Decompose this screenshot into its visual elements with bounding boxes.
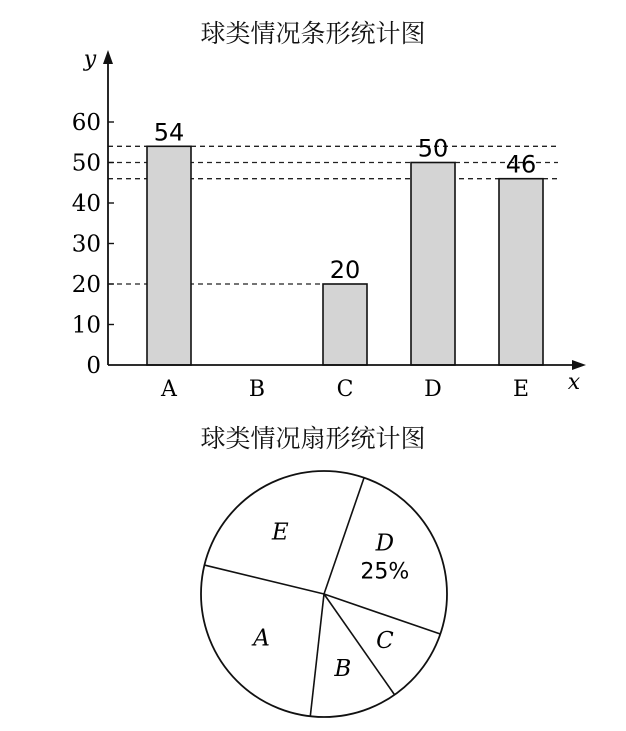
y-tick-label-0: 0	[86, 353, 101, 379]
bar-C	[323, 284, 367, 365]
y-tick-label-10: 10	[71, 312, 101, 339]
y-tick-label-40: 40	[71, 191, 101, 217]
y-tick-label-30: 30	[71, 231, 101, 258]
bar-chart-title: 球类情况条形统计图	[200, 19, 426, 48]
x-tick-label-C: C	[336, 377, 354, 402]
pie-label-D: D	[375, 530, 395, 557]
x-axis-arrow	[572, 360, 586, 370]
x-tick-label-E: E	[512, 377, 530, 402]
data-label-A: 54	[153, 118, 185, 147]
y-tick-label-50: 50	[71, 150, 101, 177]
pie-chart-title: 球类情况扇形统计图	[200, 424, 426, 453]
x-tick-label-B: B	[248, 377, 266, 402]
bar-E	[499, 179, 543, 365]
y-axis-arrow	[103, 50, 113, 64]
y-tick-label-60: 60	[71, 110, 101, 136]
pie-label-A: A	[253, 625, 270, 652]
pie-percent-D: 25%	[360, 559, 410, 585]
y-tick-label-20: 20	[71, 272, 101, 298]
x-tick-label-D: D	[424, 377, 442, 402]
data-label-D: 50	[417, 134, 449, 163]
bar-D	[411, 163, 455, 366]
y-axis-label: y	[83, 47, 97, 72]
pie-label-C: C	[376, 627, 394, 654]
x-axis-label: x	[567, 370, 581, 395]
pie-label-E: E	[271, 519, 289, 546]
data-label-E: 46	[505, 150, 537, 179]
data-label-C: 20	[329, 256, 361, 284]
pie-label-B: B	[334, 655, 352, 682]
x-tick-label-A: A	[161, 377, 177, 402]
bar-A	[147, 146, 191, 365]
